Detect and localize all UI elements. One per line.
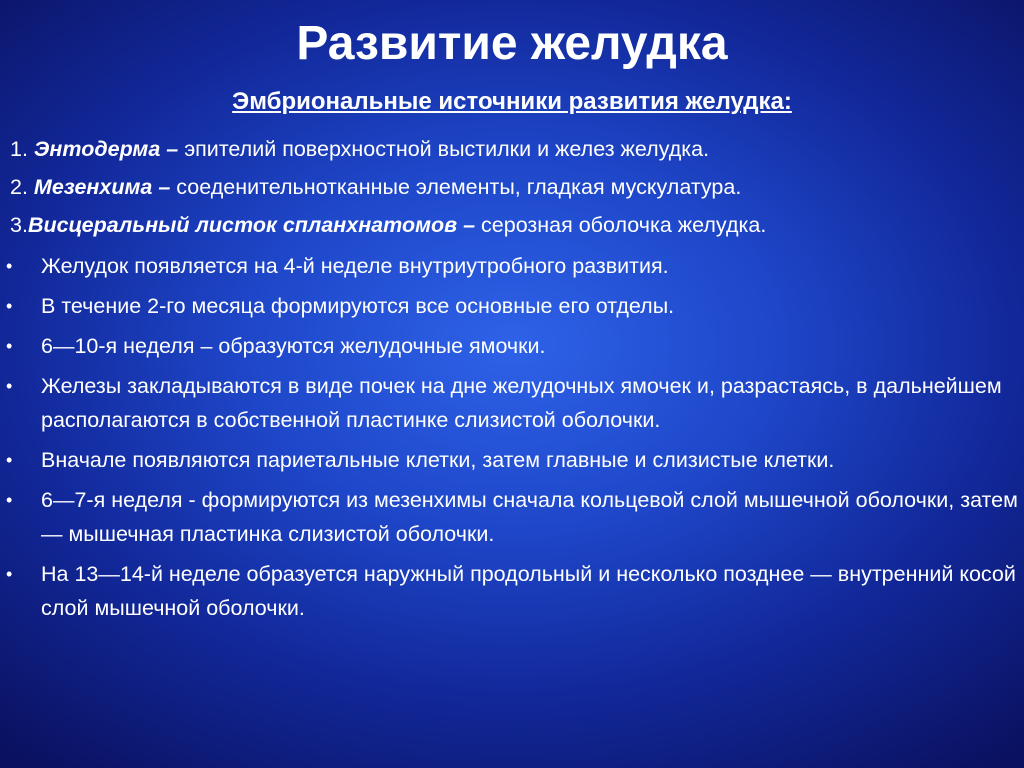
item-text: эпителий поверхностной выстилки и желез желудка.: [178, 137, 710, 161]
bullet-text: 6—10-я неделя – образуются желудочные ямочки.: [41, 334, 546, 358]
numbered-list: [10, 130, 1020, 244]
slide-subtitle: Эмбриональные источники развития желудка:: [232, 88, 792, 115]
item-term: Мезенхима –: [33, 175, 171, 199]
bullet-text: Желудок появляется на 4-й неделе внутриутробного развития.: [41, 254, 669, 278]
item-text: серозная оболочка желудка.: [475, 213, 767, 237]
bullet-item: [0, 369, 1024, 437]
bullet-dot-icon: •: [6, 490, 13, 510]
slide-title: Развитие желудка: [296, 17, 728, 70]
bullet-item: [0, 557, 1024, 625]
bullet-item: [0, 483, 1024, 551]
bullet-list: [0, 249, 1024, 631]
bullet-dot-icon: •: [6, 296, 13, 316]
bullet-dot-icon: •: [6, 336, 13, 356]
item-term: Энтодерма –: [33, 137, 179, 161]
bullet-text: На 13—14-й неделе образуется наружный продольный и несколько позднее — внутренний косой слой мышечной оболочки.: [41, 562, 1016, 620]
numbered-item: [10, 130, 1020, 168]
item-term: Висцеральный листок спланхнатомов –: [27, 213, 476, 237]
bullet-dot-icon: •: [6, 450, 13, 470]
bullet-item: [0, 289, 1024, 323]
bullet-text: Железы закладываются в виде почек на дне желудочных ямочек и, разрастаясь, в дальнейшем располагаются в собственной пластинке слизистой оболочки.: [41, 374, 1002, 432]
numbered-item: [10, 206, 1020, 244]
bullet-item: [0, 249, 1024, 283]
item-number: 1.: [10, 137, 28, 161]
item-number: 2.: [10, 175, 28, 199]
bullet-dot-icon: •: [6, 256, 13, 276]
bullet-dot-icon: •: [6, 564, 13, 584]
bullet-item: [0, 329, 1024, 363]
bullet-text: 6—7-я неделя - формируются из мезенхимы сначала кольцевой слой мышечной оболочки, затем — мышечная пластинка слизистой оболочки.: [41, 488, 1018, 546]
numbered-item: [10, 168, 1020, 206]
bullet-dot-icon: •: [6, 376, 13, 396]
bullet-item: [0, 443, 1024, 477]
item-number: 3.: [10, 213, 28, 237]
bullet-text: Вначале появляются париетальные клетки, затем главные и слизистые клетки.: [41, 448, 835, 472]
bullet-text: В течение 2-го месяца формируются все основные его отделы.: [41, 294, 675, 318]
item-text: соеденительнотканные элементы, гладкая мускулатура.: [170, 175, 742, 199]
